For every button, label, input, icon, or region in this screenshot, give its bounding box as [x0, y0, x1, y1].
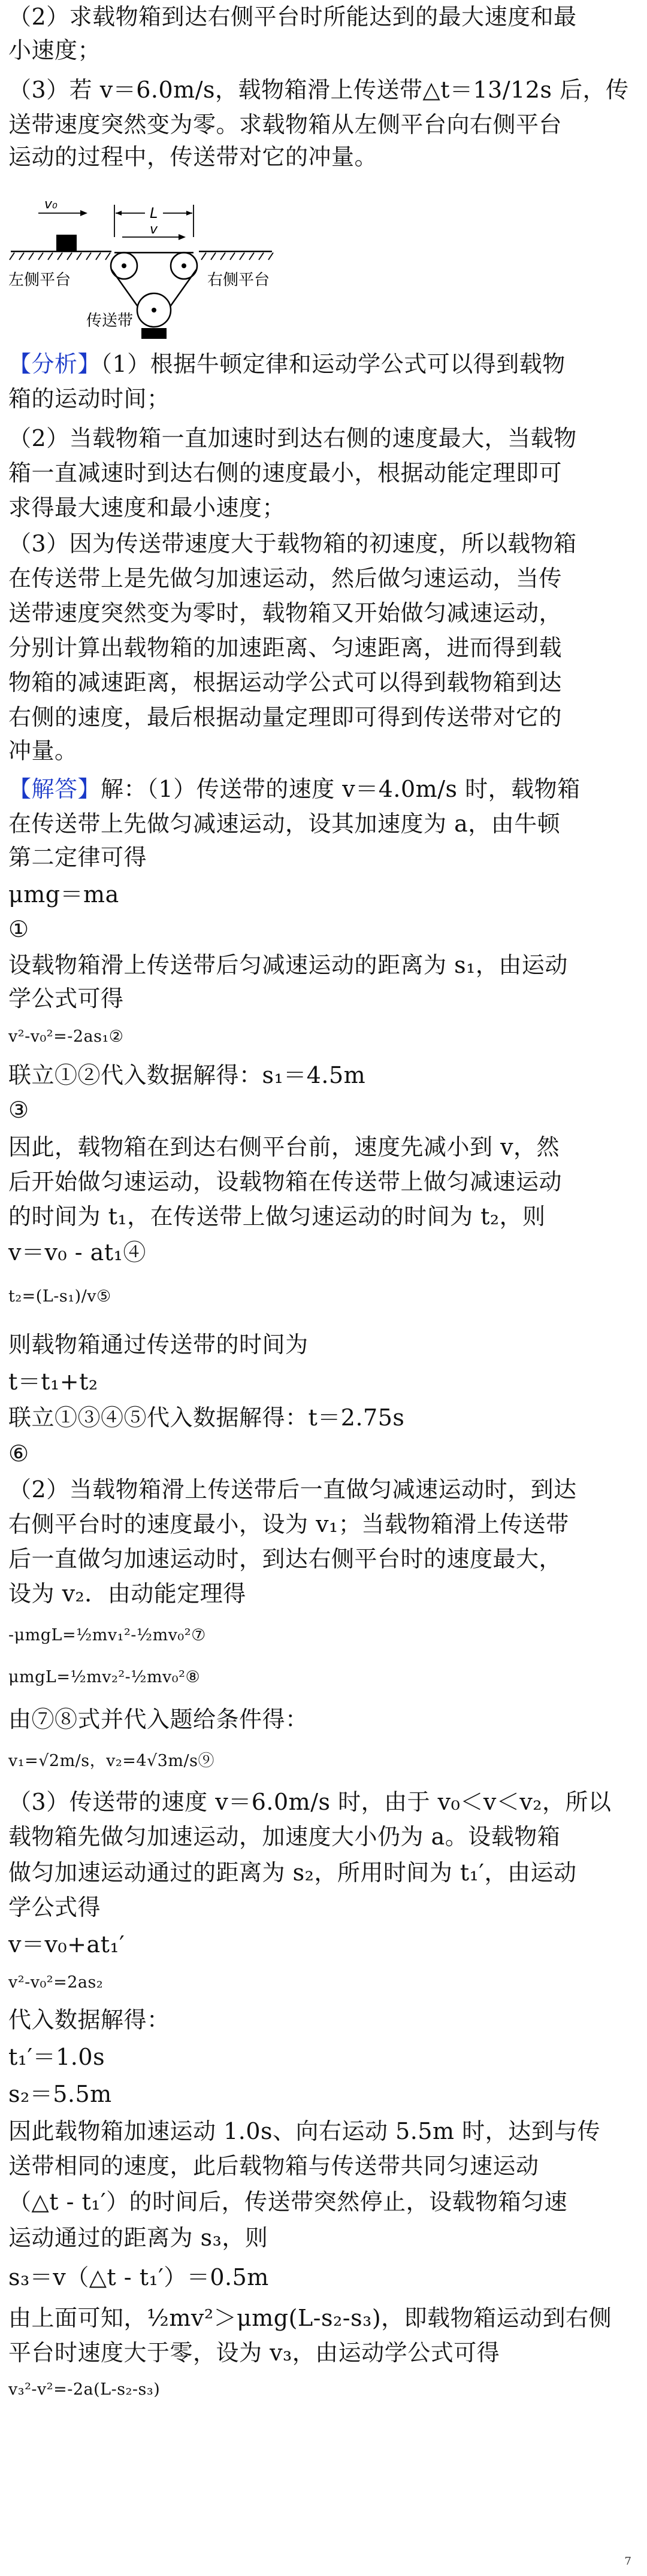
text-line: 冲量。 [8, 738, 78, 764]
text-line: 右侧的速度，最后根据动量定理即可得到传送带对它的 [8, 704, 563, 730]
label-right-platform: 右侧平台 [207, 271, 270, 289]
label-L: L [150, 205, 158, 222]
text-line: 设为 v₂．由动能定理得 [8, 1580, 246, 1607]
text-line: （△t - t₁′）的时间后，传送带突然停止，设载物箱匀速 [8, 2189, 568, 2215]
text-line: s₂＝5.5m [8, 2081, 112, 2107]
label-v0: v₀ [44, 198, 58, 212]
text-line: 由上面可知，½mv²＞μmg(L-s₂-s₃)，即载物箱运动到右侧 [8, 2305, 612, 2331]
text-line: t＝t₁+t₂ [8, 1369, 98, 1395]
text-line: 运动通过的距离为 s₃，则 [8, 2225, 268, 2251]
text-line: （2）当载物箱一直加速时到达右侧的速度最大，当载物 [8, 425, 577, 451]
text-line: v＝v₀ - at₁④ [8, 1239, 146, 1266]
text-line: 物箱的减速距离，根据运动学公式可以得到载物箱到达 [8, 669, 563, 696]
label-left-platform: 左侧平台 [8, 271, 71, 289]
formula-line: μmgL=½mv₂²-½mv₀²⑧ [8, 1668, 201, 1686]
page-number: 7 [624, 2555, 631, 2568]
text-line: 的时间为 t₁，在传送带上做匀速运动的时间为 t₂，则 [8, 1203, 546, 1230]
text-line: ① [8, 916, 29, 942]
formula-line: -μmgL=½mv₁²-½mv₀²⑦ [8, 1626, 206, 1644]
text-line: 做匀加速运动通过的距离为 s₂，所用时间为 t₁′，由运动 [8, 1859, 577, 1886]
text-line: 学公式可得 [8, 985, 124, 1012]
text-line: 箱的运动时间； [8, 386, 170, 412]
text-line: 求得最大速度和最小速度； [8, 494, 286, 521]
text-line: μmg＝ma [8, 881, 119, 908]
text-line: 由⑦⑧式并代入题给条件得： [8, 1706, 309, 1732]
text-line: 联立①②代入数据解得：s₁＝4.5m [8, 1062, 366, 1088]
analysis-line: 【分析】（1）根据牛顿定律和运动学公式可以得到载物 [8, 351, 566, 377]
label-belt: 传送带 [86, 312, 134, 330]
text-line: 箱一直减速时到达右侧的速度最小，根据动能定理即可 [8, 460, 563, 486]
text-line: ⑥ [8, 1440, 29, 1467]
text-line: （3）若 v＝6.0m/s，载物箱滑上传送带△t＝13/12s 后，传 [8, 77, 629, 103]
formula-line: v₁=√2m/s，v₂=4√3m/s⑨ [8, 1752, 214, 1770]
text-line: 学公式得 [8, 1894, 101, 1920]
text-line: t₁′＝1.0s [8, 2044, 105, 2070]
text-line: 载物箱先做匀加速运动，加速度大小仍为 a。设载物箱 [8, 1823, 561, 1850]
formula-line: v²-v₀²=-2as₁② [8, 1027, 124, 1046]
text-line: 因此载物箱加速运动 1.0s、向右运动 5.5m 时，达到与传 [8, 2118, 601, 2144]
text-line: 平台时速度大于零，设为 v₃，由运动学公式可得 [8, 2340, 500, 2366]
text-line: 后一直做匀加速运动时，到达右侧平台时的速度最大， [8, 1546, 563, 1572]
text-line: 送带速度突然变为零时，载物箱又开始做匀减速运动， [8, 600, 563, 626]
text-line: 后开始做匀速运动，设载物箱在传送带上做匀减速运动 [8, 1169, 563, 1195]
text-line: 联立①③④⑤代入数据解得：t＝2.75s [8, 1404, 405, 1431]
formula-line: t₂=(L-s₁)/v⑤ [8, 1287, 111, 1306]
text-line: 分别计算出载物箱的加速距离、匀速距离，进而得到载 [8, 635, 563, 661]
formula-line: v²-v₀²=2as₂ [8, 1973, 104, 1992]
text-line: v＝v₀+at₁′ [8, 1931, 125, 1958]
text-line: 送带速度突然变为零。求载物箱从左侧平台向右侧平台 [8, 111, 563, 138]
text-line: 则载物箱通过传送带的时间为 [8, 1331, 309, 1358]
text-line: 第二定律可得 [8, 844, 147, 870]
text-line: 右侧平台时的速度最小，设为 v₁；当载物箱滑上传送带 [8, 1511, 569, 1537]
solution-tag: 【解答】 [8, 776, 101, 802]
label-v: v [150, 222, 158, 237]
formula-line: v₃²-v²=-2a(L-s₂-s₃) [8, 2380, 161, 2399]
text-line: 代入数据解得： [8, 2007, 170, 2033]
text-line: （2）求载物箱到达右侧平台时所能达到的最大速度和最 [8, 4, 577, 30]
text-line: 送带相同的速度，此后载物箱与传送带共同匀速运动 [8, 2153, 539, 2179]
text-line: 在传送带上是先做匀加速运动，然后做匀速运动，当传 [8, 565, 563, 591]
text-line: ③ [8, 1097, 29, 1123]
text-line: （3）因为传送带速度大于载物箱的初速度，所以载物箱 [8, 530, 577, 557]
text-line: s₃＝v（△t - t₁′）＝0.5m [8, 2264, 269, 2290]
analysis-tag: 【分析】 [8, 351, 101, 377]
conveyor-figure [8, 198, 284, 347]
text-line: 在传送带上先做匀减速运动，设其加速度为 a，由牛顿 [8, 811, 561, 837]
text-line: （3）传送带的速度 v＝6.0m/s 时，由于 v₀＜v＜v₂，所以 [8, 1789, 612, 1815]
text-line: 小速度； [8, 37, 101, 63]
solution-line: 【解答】解：（1）传送带的速度 v＝4.0m/s 时，载物箱 [8, 776, 581, 802]
text-line: （2）当载物箱滑上传送带后一直做匀减速运动时，到达 [8, 1476, 577, 1503]
text-line: 运动的过程中，传送带对它的冲量。 [8, 144, 378, 170]
text-line: 设载物箱滑上传送带后匀减速运动的距离为 s₁，由运动 [8, 952, 568, 978]
text-line: 因此，载物箱在到达右侧平台前，速度先减小到 v，然 [8, 1134, 560, 1160]
